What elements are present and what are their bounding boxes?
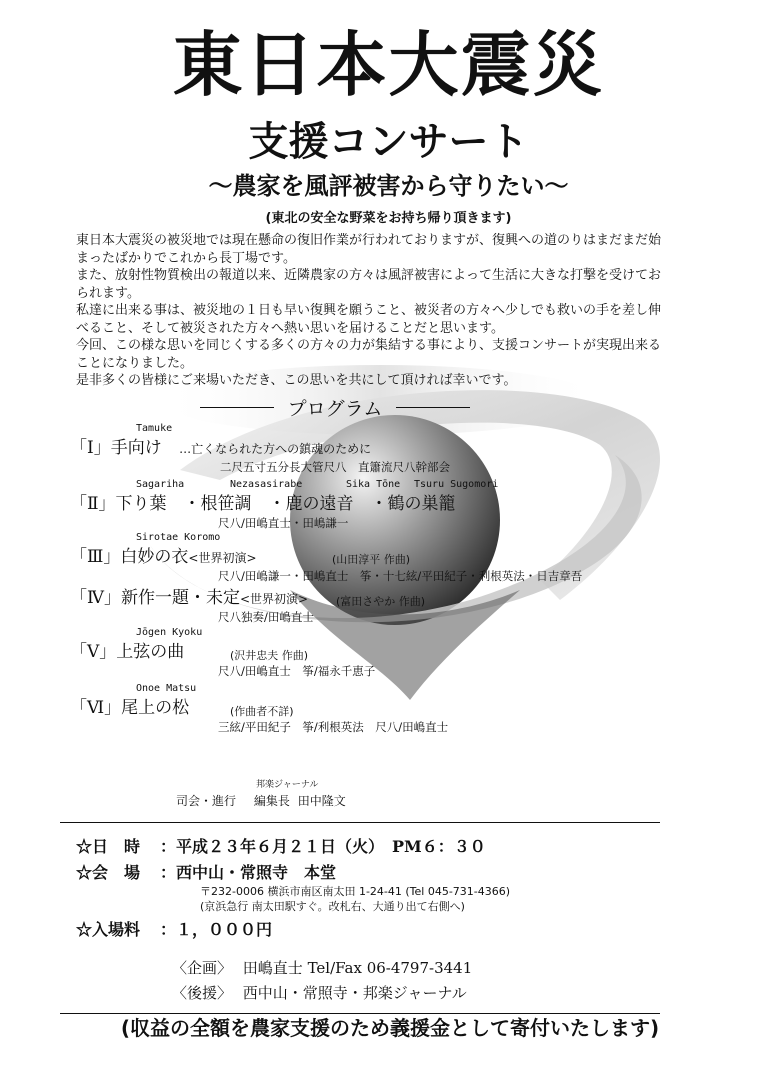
intro-line: まったばかりでこれから長丁場です。	[76, 250, 296, 266]
piece-romaji: Onoe Matsu	[136, 683, 197, 694]
venue-label: ☆会 場	[76, 863, 141, 882]
intro-line: べること、そして被災された方々へ熱い思いを届けることだと思います。	[76, 320, 504, 336]
mc-line	[176, 792, 360, 809]
main-title: 東日本大震災	[172, 24, 605, 106]
program-piece-4	[70, 574, 710, 626]
piece-performers: 尺八独奏/田嶋直士	[218, 610, 314, 624]
piece-title: 「Ⅵ」尾上の松	[70, 698, 190, 718]
piece-composer: (富田さやか 作曲)	[336, 595, 426, 608]
piece-performers: 尺八/田嶋直士・田嶋謙一	[218, 516, 349, 530]
intro-line: 東日本大震災の被災地では現在懸命の復旧作業が行われておりますが、復興への道のりはまだまだ始	[76, 233, 662, 248]
venue-address: 〒232-0006 横浜市南区南太田 1-24-41 (Tel 045-731-4366)	[200, 885, 511, 898]
sponsor-line	[172, 982, 467, 1003]
piece-composer: (作曲者不詳)	[230, 705, 294, 718]
piece-romaji: Sika Tōne	[346, 479, 401, 490]
divider-top	[60, 822, 660, 823]
program-piece-5	[70, 628, 710, 680]
concert-subtitle: 支援コンサート	[248, 119, 529, 165]
intro-line: 今回、この様な思いを同じくする多くの方々の力が集結する事により、支援コンサートが実現出来る	[76, 338, 662, 353]
fee-label: ☆入場料	[76, 920, 141, 939]
piece-romaji: Sirotae Koromo	[136, 532, 221, 543]
intro-line: 私達に出来る事は、被災地の１日も早い復興を願うこと、被災者の方々へ少しでも救いの手を差し伸	[76, 303, 662, 318]
piece-title-text: 「Ⅳ」新作一題・未定	[70, 588, 240, 608]
heading-rule-left	[200, 407, 274, 408]
program-heading	[200, 394, 470, 421]
organizer-line	[172, 957, 472, 978]
piece-performers: 尺八/田嶋謙一・田嶋直士 筝・十七絃/平田紀子・利根英法・日吉章吾	[218, 569, 583, 583]
piece-dedication: …亡くなられた方への鎮魂のために	[179, 442, 372, 456]
date-value: ：平成２３年６月２１日（火） PM６：３０	[160, 837, 486, 856]
venue-access: (京浜急行 南太田駅すぐ。改札右、大通り出て右側へ)	[200, 900, 465, 913]
intro-line: ことになりました。	[76, 355, 194, 371]
piece-romaji: Tamuke	[136, 423, 173, 434]
piece-performers: 二尺五寸五分長大管尺八 直簫流尺八幹部会	[220, 460, 450, 474]
intro-line: また、放射性物質検出の報道以来、近隣農家の方々は風評被害によって生活に大きな打撃を受けてお	[76, 268, 662, 283]
program-piece-2	[70, 480, 710, 532]
divider-bottom	[60, 1013, 660, 1014]
piece-romaji: Tsuru Sugomori	[414, 479, 499, 490]
piece-title	[70, 588, 308, 609]
program-piece-1	[70, 424, 710, 474]
sponsor-value: 西中山・常照寺・邦楽ジャーナル	[242, 984, 467, 1002]
piece-title: 「Ⅴ」上弦の曲	[70, 642, 185, 662]
piece-title: 「Ⅱ」下り葉 ・根笹調 ・鹿の遠音 ・鶴の巣籠	[70, 494, 456, 514]
piece-composer: (沢井忠夫 作曲)	[230, 649, 309, 662]
vegetable-note: (東北の安全な野菜をお持ち帰り頂きます)	[265, 211, 512, 226]
piece-composer: (山田淳平 作曲)	[332, 553, 411, 566]
intro-line: 是非多くの皆様にご来場いただき、この思いを共にして頂ければ幸いです。	[76, 373, 517, 388]
tagline: ～農家を風評被害から守りたい～	[208, 171, 569, 200]
intro-line: られます。	[76, 285, 140, 301]
date-label: ☆日 時	[76, 837, 141, 856]
piece-performers: 尺八/田嶋直士 筝/福永千恵子	[218, 664, 376, 678]
premiere-tag: <世界初演>	[188, 551, 257, 565]
venue-value: ：西中山・常照寺 本堂	[160, 863, 337, 882]
program-heading-text: プログラム	[287, 398, 383, 420]
piece-title	[70, 438, 371, 459]
heading-rule-right	[396, 407, 470, 408]
mc-name: 田中隆文	[297, 794, 346, 808]
intro-text	[76, 232, 698, 390]
piece-title-text: 「Ⅰ」手向け	[70, 438, 162, 458]
mc-title: 編集長	[253, 794, 290, 808]
organizer-label: 〈企画〉	[172, 959, 233, 977]
program-piece-6	[70, 684, 710, 736]
mc-role: 司会・進行	[176, 794, 237, 808]
piece-performers: 三絃/平田紀子 筝/利根英法 尺八/田嶋直士	[218, 720, 449, 734]
organizer-value: 田嶋直士 Tel/Fax 06-4797-3441	[242, 959, 473, 977]
piece-romaji: Sagariha	[136, 479, 185, 490]
mc-organization: 邦楽ジャーナル	[256, 780, 319, 790]
piece-title	[70, 547, 257, 568]
premiere-tag: <世界初演>	[239, 592, 309, 606]
fee-value: ：１，０００円	[160, 920, 273, 939]
sponsor-label: 〈後援〉	[172, 984, 233, 1002]
piece-romaji: Jōgen Kyoku	[136, 627, 203, 638]
piece-romaji: Nezasasirabe	[230, 479, 303, 490]
piece-title-text: 「Ⅲ」白妙の衣	[70, 547, 189, 567]
donation-note: (収益の全額を農家支援のため義援金として寄付いたします)	[120, 1016, 660, 1040]
